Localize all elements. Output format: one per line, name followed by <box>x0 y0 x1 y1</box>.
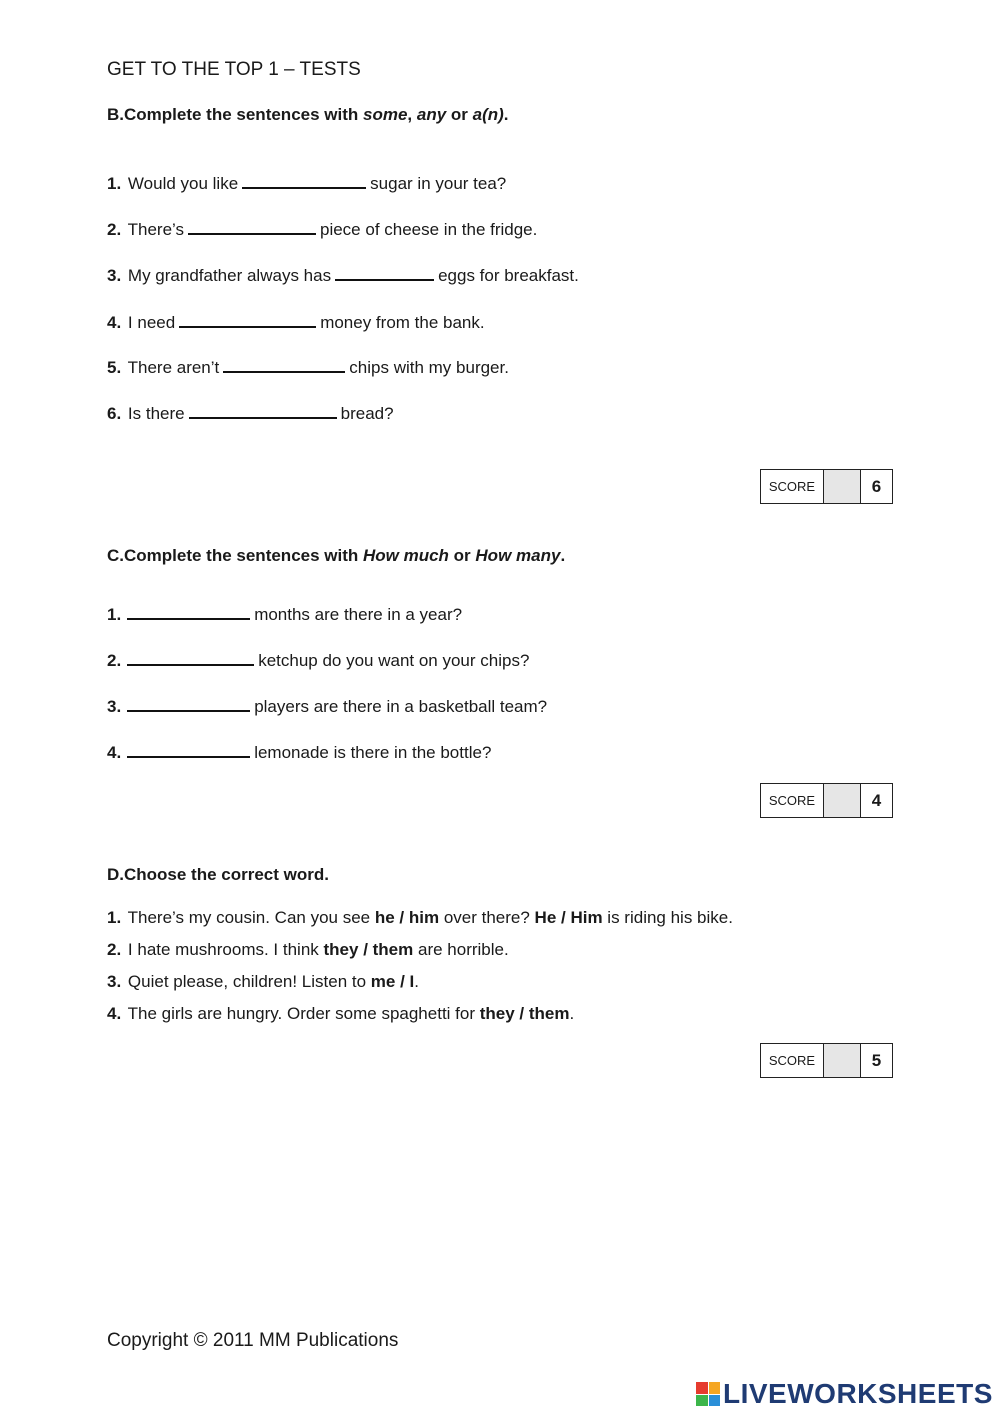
section-b-score-box <box>760 469 893 504</box>
score-label: SCORE <box>761 784 824 817</box>
page-title: GET TO THE TOP 1 – TESTS <box>107 59 361 80</box>
liveworksheets-logo-icon <box>696 1382 720 1406</box>
section-d-heading: D.Choose the correct word. <box>107 865 329 884</box>
liveworksheets-brand[interactable] <box>696 1378 993 1410</box>
score-max: 4 <box>871 790 882 810</box>
section-b-question-1: 1. Would you like sugar in your tea? <box>107 174 507 193</box>
answer-blank[interactable] <box>188 219 316 235</box>
word-choice[interactable]: they / them <box>323 940 414 959</box>
section-d-question-2: 2. I hate mushrooms. I think they / them are horrible. <box>107 940 509 959</box>
score-input[interactable] <box>824 784 861 817</box>
answer-blank[interactable] <box>127 696 250 712</box>
section-c-question-3: 3. players are there in a basketball team? <box>107 697 548 716</box>
brand-name: LIVEWORKSHEETS <box>723 1378 993 1409</box>
answer-blank[interactable] <box>127 742 250 758</box>
section-b-question-4: 4. I need money from the bank. <box>107 313 485 332</box>
section-c-score-box <box>760 783 893 818</box>
section-c-question-2: 2. ketchup do you want on your chips? <box>107 651 530 670</box>
score-label: SCORE <box>761 1044 824 1077</box>
section-b-question-6: 6. Is there bread? <box>107 404 394 423</box>
section-b-question-3: 3. My grandfather always has eggs for breakfast. <box>107 266 579 285</box>
answer-blank[interactable] <box>242 173 366 189</box>
word-choice[interactable]: he / him <box>374 908 440 927</box>
section-d-question-3: 3. Quiet please, children! Listen to me / I. <box>107 972 419 991</box>
word-choice[interactable]: He / Him <box>534 908 603 927</box>
score-input[interactable] <box>824 470 861 503</box>
section-c-letter: C. <box>107 546 124 565</box>
section-b-question-2: 2. There’s piece of cheese in the fridge. <box>107 220 538 239</box>
answer-blank[interactable] <box>189 403 337 419</box>
word-choice[interactable]: they / them <box>479 1004 570 1023</box>
score-max: 6 <box>871 476 882 496</box>
answer-blank[interactable] <box>127 650 254 666</box>
section-b-question-5: 5. There aren’t chips with my burger. <box>107 358 509 377</box>
section-b-letter: B. <box>107 105 124 124</box>
score-input[interactable] <box>824 1044 861 1077</box>
section-d-question-4: 4. The girls are hungry. Order some spaghetti for they / them. <box>107 1004 575 1023</box>
answer-blank[interactable] <box>127 604 250 620</box>
section-d-letter: D. <box>107 865 124 884</box>
answer-blank[interactable] <box>179 312 316 328</box>
section-d-score-box <box>760 1043 893 1078</box>
answer-blank[interactable] <box>223 357 345 373</box>
section-d-question-1: 1. There’s my cousin. Can you see he / him over there? He / Him is riding his bike. <box>107 908 733 927</box>
word-choice[interactable]: me / I <box>370 972 415 991</box>
section-c-question-4: 4. lemonade is there in the bottle? <box>107 743 492 762</box>
answer-blank[interactable] <box>335 265 434 281</box>
section-b-heading: B.Complete the sentences with some, any or a(n). <box>107 105 509 124</box>
section-c-question-1: 1. months are there in a year? <box>107 605 463 624</box>
score-label: SCORE <box>761 470 824 503</box>
copyright-text: Copyright © 2011 MM Publications <box>107 1330 399 1351</box>
section-c-heading: C.Complete the sentences with How much or How many. <box>107 546 566 565</box>
score-max: 5 <box>871 1050 882 1070</box>
